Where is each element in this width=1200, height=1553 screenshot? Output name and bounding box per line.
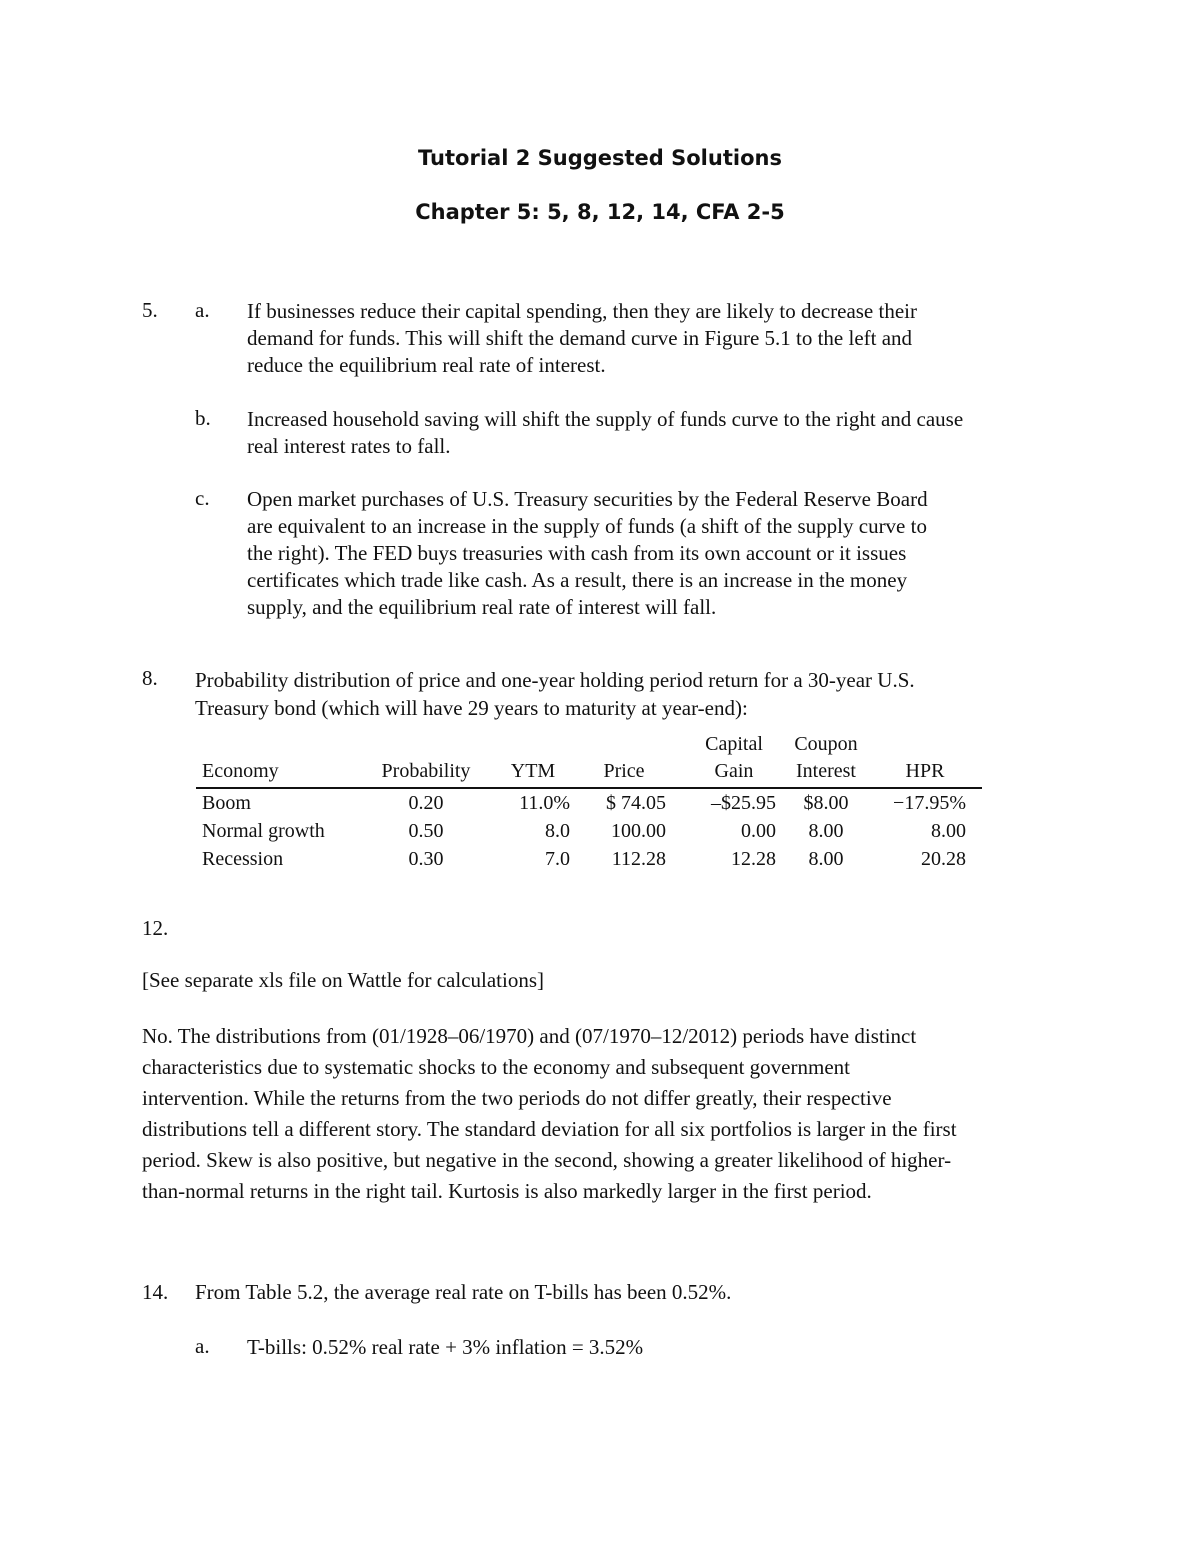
column-header-economy: Economy bbox=[202, 760, 279, 782]
answer-line: than-normal returns in the right tail. Kurtosis is also markedly larger in the first period. bbox=[142, 1179, 872, 1203]
cell-price: 100.00 bbox=[611, 820, 666, 842]
answer-line: distributions tell a different story. The standard deviation for all six portfolios is larger in the first bbox=[142, 1117, 957, 1141]
page-title: Tutorial 2 Suggested Solutions bbox=[418, 146, 782, 170]
answer-line: Open market purchases of U.S. Treasury securities by the Federal Reserve Board bbox=[247, 487, 928, 511]
answer-line: reduce the equilibrium real rate of interest. bbox=[247, 353, 606, 377]
table-header bbox=[196, 733, 982, 789]
answer-line: Increased household saving will shift the supply of funds curve to the right and cause bbox=[247, 407, 964, 431]
column-header-capital-gain-top: Capital bbox=[705, 733, 763, 755]
question-5a-answer bbox=[247, 298, 1067, 379]
column-header-ytm: YTM bbox=[510, 760, 556, 782]
cell-hpr: −17.95% bbox=[893, 792, 966, 814]
cell-economy: Recession bbox=[202, 848, 284, 870]
answer-line: characteristics due to systematic shocks to the economy and subsequent government bbox=[142, 1055, 850, 1079]
cell-coupon: $8.00 bbox=[803, 792, 849, 814]
cell-probability: 0.30 bbox=[408, 848, 444, 870]
question-12-number: 12. bbox=[142, 916, 169, 940]
cell-hpr: 20.28 bbox=[921, 848, 966, 870]
answer-line: supply, and the equilibrium real rate of interest will fall. bbox=[247, 595, 717, 619]
answer-line: Probability distribution of price and one-year holding period return for a 30-year U.S. bbox=[195, 668, 915, 692]
question-14a-letter: a. bbox=[195, 1334, 210, 1358]
question-8-number: 8. bbox=[142, 666, 158, 690]
question-5b-letter: b. bbox=[195, 406, 211, 430]
question-5c-answer bbox=[247, 486, 1067, 621]
question-5-number: 5. bbox=[142, 298, 158, 322]
question-5c-letter: c. bbox=[195, 486, 210, 510]
cell-capital-gain: 12.28 bbox=[731, 848, 776, 870]
cell-capital-gain: 0.00 bbox=[741, 820, 776, 842]
page-subtitle: Chapter 5: 5, 8, 12, 14, CFA 2-5 bbox=[415, 200, 785, 224]
cell-coupon: 8.00 bbox=[808, 820, 844, 842]
answer-line: No. The distributions from (01/1928–06/1970) and (07/1970–12/2012) periods have distinct bbox=[142, 1024, 917, 1048]
cell-probability: 0.20 bbox=[408, 792, 444, 814]
cell-capital-gain: –$25.95 bbox=[711, 792, 776, 814]
question-5a-letter: a. bbox=[195, 298, 210, 322]
cell-price: $ 74.05 bbox=[606, 792, 666, 814]
table-row bbox=[196, 848, 982, 876]
cell-hpr: 8.00 bbox=[931, 820, 966, 842]
hpr-distribution-table bbox=[196, 733, 982, 876]
answer-line: period. Skew is also positive, but negative in the second, showing a greater likelihood of higher- bbox=[142, 1148, 952, 1172]
cell-probability: 0.50 bbox=[408, 820, 444, 842]
column-header-hpr: HPR bbox=[905, 760, 945, 782]
cell-ytm: 7.0 bbox=[545, 848, 570, 870]
cell-economy: Normal growth bbox=[202, 820, 325, 842]
question-14a-answer: T-bills: 0.52% real rate + 3% inflation = 3.52% bbox=[247, 1335, 644, 1359]
cell-economy: Boom bbox=[202, 792, 251, 814]
table-row bbox=[196, 820, 982, 848]
answer-line: intervention. While the returns from the two periods do not differ greatly, their respective bbox=[142, 1086, 892, 1110]
question-5b-answer bbox=[247, 406, 1067, 460]
cell-coupon: 8.00 bbox=[808, 848, 844, 870]
answer-line: If businesses reduce their capital spending, then they are likely to decrease their bbox=[247, 299, 917, 323]
answer-line: the right). The FED buys treasuries with cash from its own account or it issues bbox=[247, 541, 907, 565]
answer-line: demand for funds. This will shift the demand curve in Figure 5.1 to the left and bbox=[247, 326, 913, 350]
column-header-price: Price bbox=[603, 760, 645, 782]
answer-line: real interest rates to fall. bbox=[247, 434, 451, 458]
table-row bbox=[196, 792, 982, 820]
cell-price: 112.28 bbox=[611, 848, 666, 870]
column-header-coupon-bottom: Interest bbox=[796, 760, 856, 782]
answer-line: certificates which trade like cash. As a result, there is an increase in the money bbox=[247, 568, 908, 592]
cell-ytm: 8.0 bbox=[545, 820, 570, 842]
answer-line: are equivalent to an increase in the supply of funds (a shift of the supply curve to bbox=[247, 514, 927, 538]
answer-line: Treasury bond (which will have 29 years to maturity at year-end): bbox=[195, 696, 748, 720]
question-14-intro: From Table 5.2, the average real rate on T-bills has been 0.52%. bbox=[195, 1280, 732, 1304]
question-8-answer bbox=[195, 666, 1055, 722]
question-14-number: 14. bbox=[142, 1280, 169, 1304]
question-12-answer bbox=[142, 1021, 1062, 1207]
column-header-capital-gain-bottom: Gain bbox=[714, 760, 754, 782]
column-header-coupon-top: Coupon bbox=[794, 733, 858, 755]
column-header-probability: Probability bbox=[381, 760, 471, 782]
cell-ytm: 11.0% bbox=[519, 792, 570, 814]
question-12-note: [See separate xls file on Wattle for calculations] bbox=[142, 968, 545, 992]
